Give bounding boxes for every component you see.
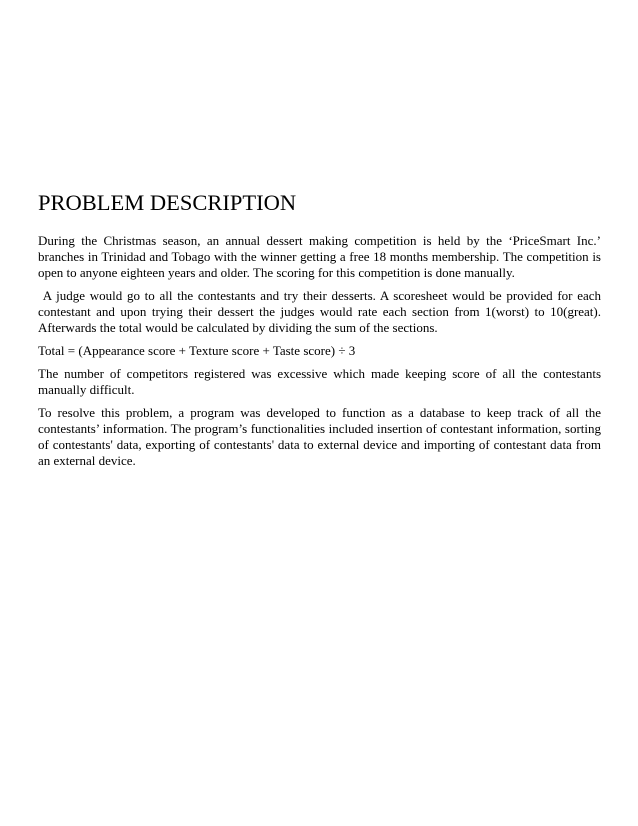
paragraph-judging-process: A judge would go to all the contestants and try their desserts. A scoresheet would be provided for each contestant and upon trying their dessert the judges would rate each section from 1(worst) to 10(great). Afterwards the total would be calculated by dividing the sum of the sections. — [38, 288, 605, 335]
paragraph-competition-intro: During the Christmas season, an annual dessert making competition is held by the ‘PriceSmart Inc.’ branches in Trinidad and Tobago with the winner getting a free 18 months membership. The competition is open to anyone eighteen years and older. The scoring for this competition is done manually. — [38, 233, 601, 280]
paragraph-problem-statement: The number of competitors registered was excessive which made keeping score of all the contestants manually difficult. — [38, 366, 601, 397]
paragraph-solution: To resolve this problem, a program was developed to function as a database to keep track of all the contestants’ information. The program’s functionalities included insertion of contestant information, sorting of contestants' data, exporting of contestants' data to external device and importing of contestant data from an external device. — [38, 405, 601, 468]
section-heading: PROBLEM DESCRIPTION — [38, 190, 297, 215]
paragraph-total-formula: Total = (Appearance score + Texture score + Taste score) ÷ 3 — [38, 343, 356, 358]
document-content — [38, 189, 605, 476]
